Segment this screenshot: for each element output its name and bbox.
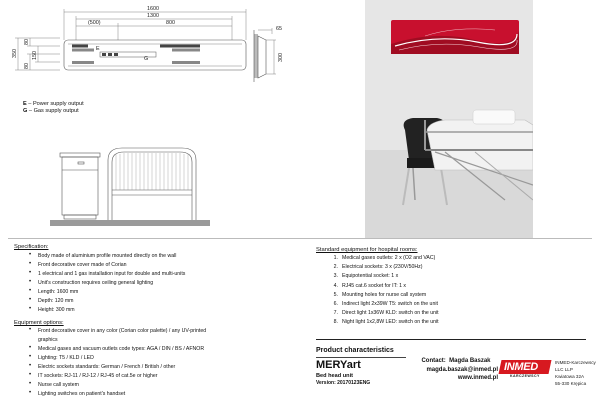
list-item: 7. Direct light 1x36W KLD: switch on the unit	[333, 309, 439, 316]
legend	[23, 101, 173, 116]
standard-equipment-heading: Standard equipment for hospital rooms:	[316, 247, 418, 253]
list-item: • Front decorative cover in any color (Corian color palette) / any UV-printed	[24, 328, 304, 337]
dim-h150: 150	[32, 51, 38, 60]
equipment-options-section	[14, 320, 304, 400]
dim-side-depth: 65	[276, 26, 282, 32]
list-item: • Depth: 120 mm	[24, 298, 304, 307]
contact-label: Contact:	[421, 358, 446, 364]
dim-height-left: 350	[12, 49, 18, 58]
specification-list	[24, 253, 304, 316]
drawing-e-mark: E	[96, 46, 100, 52]
list-item: 8. Night light 1x2,8W LED: switch on the unit	[333, 318, 439, 325]
list-item: • Front decorative cover made of Corian	[24, 262, 304, 271]
product-name: MERYart	[316, 359, 361, 371]
contact-web[interactable]: www.inmed.pl	[457, 375, 498, 382]
standard-equipment-section	[316, 247, 586, 328]
dim-h80b: 80	[24, 63, 30, 69]
list-item: 2. Electrical sockets: 3 x (230V/50Hz)	[333, 264, 423, 271]
list-item: • Medical gases and vacuum outlets code types: AGA / DIN / BS / AFNOR	[24, 346, 304, 355]
specification-heading: Specification:	[14, 244, 49, 250]
product-heading: Product characteristics	[316, 347, 394, 354]
list-item: 6. Indirect light 2x39W T5: switch on the unit	[333, 300, 438, 307]
dim-mid-width: 1300	[147, 13, 159, 19]
red-wall-panel	[391, 20, 519, 54]
legend-g-row: G – Gas supply output	[23, 108, 79, 115]
dim-h80a: 80	[24, 39, 30, 45]
list-item: • 1 electrical and 1 gas installation input for double and multi-units	[24, 271, 304, 280]
list-item: • Lighting switches on patient's handset	[24, 391, 304, 400]
inmed-logo: INMED KARCZEWSCY	[500, 360, 550, 380]
standard-equipment-list	[326, 255, 586, 328]
contact-email[interactable]: magda.baszak@inmed.pl	[426, 366, 498, 373]
list-item: 1. Medical gases outlets: 2 x (O2 and VAC)	[333, 255, 436, 262]
dim-left-paren: (500)	[88, 20, 101, 26]
list-item: • Length: 1600 mm	[24, 289, 304, 298]
furniture-drawing	[50, 140, 225, 235]
equipment-options-heading: Equipment options:	[14, 320, 64, 326]
footer-rule	[316, 339, 586, 340]
outlet-row	[72, 45, 200, 65]
list-item: • Electric sockets standards: German / French / British / other	[24, 364, 304, 373]
product-version: Version: 20170123ENG	[316, 380, 371, 386]
dim-inner-width: 800	[166, 20, 175, 26]
list-item: 4. RJ45 cat.6 socket for IT: 1 x	[333, 282, 407, 289]
front-panel-outline	[64, 40, 246, 70]
technical-drawing	[0, 0, 300, 100]
list-item: • Unit's construction requires ceiling general lighting	[24, 280, 304, 289]
dim-total-width: 1600	[147, 6, 159, 12]
specification-section	[14, 244, 304, 316]
list-item: 5. Mounting holes for nurse call system	[333, 291, 427, 298]
list-item: 3. Equipotential socket: 1 x	[333, 273, 399, 280]
company-address: INMED-Karczewscy LLC LLP Kwiatowa 32A 55-330 Krępica	[555, 360, 596, 386]
list-item: • Nurse call system	[24, 382, 304, 391]
list-item-continuation: graphics	[38, 337, 58, 344]
floor-strip	[50, 220, 210, 226]
legend-e-row: E – Power supply output	[23, 101, 84, 107]
dim-side-height: 300	[278, 53, 284, 62]
side-view	[254, 28, 276, 82]
list-item: • Lighting: T5 / KLD / LED	[24, 355, 304, 364]
contact-person: Magda Baszak	[449, 358, 491, 364]
drawing-g-mark: G	[144, 56, 149, 62]
divider-line	[8, 238, 592, 239]
equipment-options-list	[24, 328, 304, 400]
list-item: • IT sockets: RJ-11 / RJ-12 / RJ-45 of cat.5e or higher	[24, 373, 304, 382]
product-heading-rule	[316, 357, 406, 358]
contact-block	[414, 357, 498, 383]
list-item: • Height: 300 mm	[24, 307, 304, 316]
room-photo	[365, 0, 533, 238]
list-item: • Body made of aluminium profile mounted directly on the wall	[24, 253, 304, 262]
product-type: Bed head unit	[316, 373, 353, 379]
